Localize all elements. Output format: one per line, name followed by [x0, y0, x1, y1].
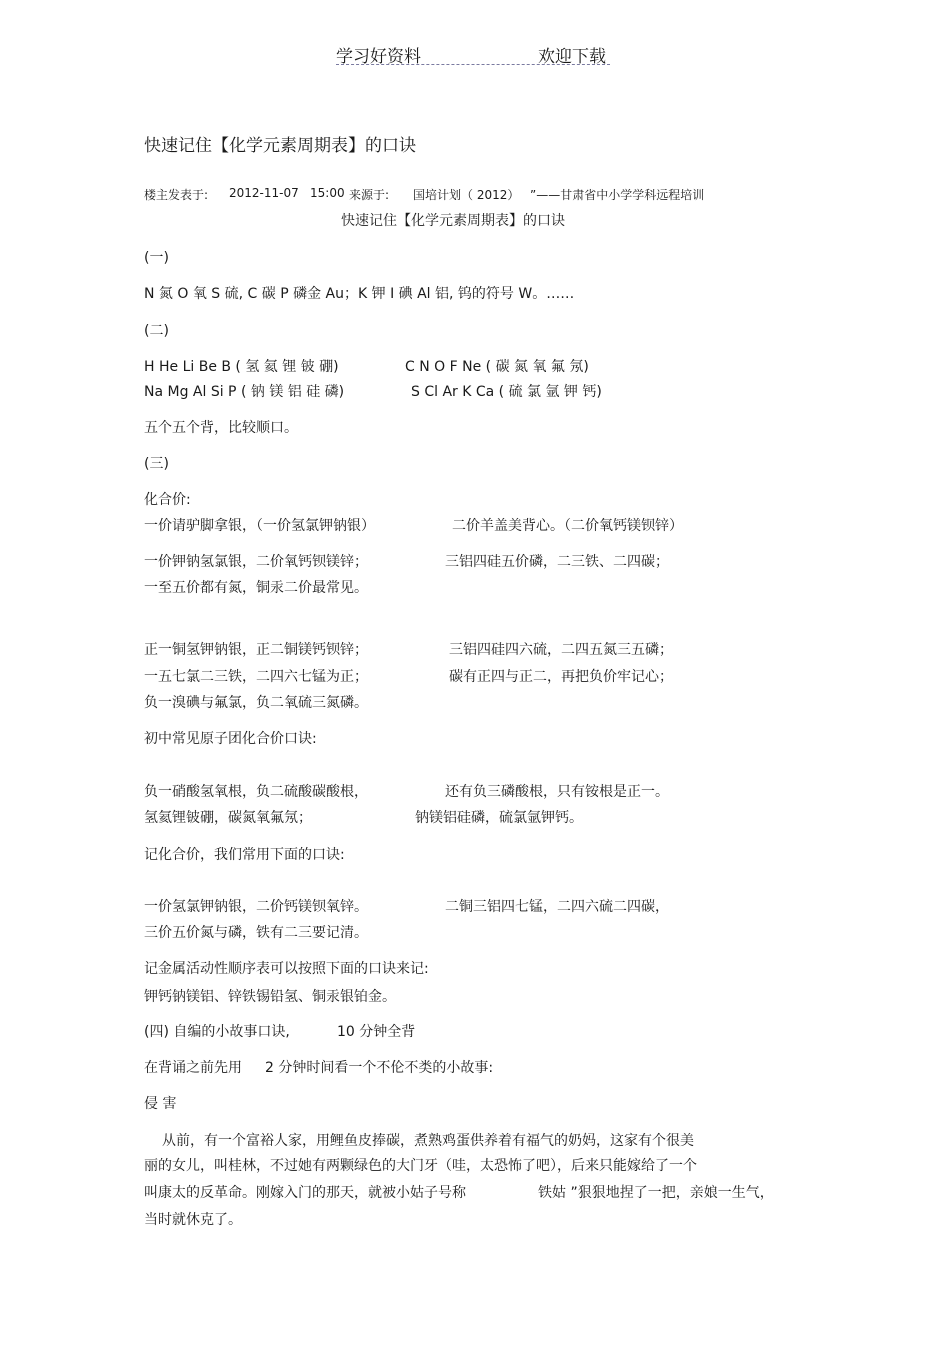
header-left: 学习好资料	[336, 47, 421, 67]
header-right: 欢迎下载	[538, 47, 606, 67]
valence-line-1b: 二价羊盖美背心。（二价氧钙镁钡锌）	[452, 518, 683, 534]
group-line-d: 钠镁铝硅磷，硫氯氩钾钙。	[415, 810, 583, 826]
metal-line: 钾钙钠镁铝、锌铁锡铅氢、铜汞银铂金。	[144, 989, 396, 1005]
memo-label: 记化合价，我们常用下面的口诀:	[144, 847, 345, 863]
group-label: 初中常见原子团化合价口诀:	[144, 731, 317, 747]
group-line-b: 还有负三磷酸根，只有铵根是正一。	[445, 784, 669, 800]
story-line-3b: 铁姑 ”狠狠地捏了一把，亲娘一生气，	[538, 1185, 774, 1201]
section-4-intro-a: 在背诵之前先用	[144, 1060, 242, 1076]
story-line-1: 从前，有一个富裕人家，用鲤鱼皮捧碳，煮熟鸡蛋供养着有福气的奶妈，这家有个很美	[162, 1133, 694, 1149]
group-line-a: 负一硝酸氢氧根，负二硫酸碳酸根，	[144, 784, 368, 800]
valence-line-2b: 三铝四硅五价磷，二三铁、二四碳；	[445, 554, 669, 570]
section-2-row1-b: C N O F Ne ( 碳 氮 氧 氟 氖)	[405, 359, 589, 375]
story-title: 侵 害	[144, 1096, 177, 1112]
section-4-heading: (四) 自编的小故事口诀,	[144, 1024, 290, 1040]
header-divider	[336, 64, 610, 65]
section-2-note: 五个五个背，比较顺口。	[144, 420, 298, 436]
subtitle: 快速记住【化学元素周期表】的口诀	[341, 213, 565, 229]
section-2-row2-b: S Cl Ar K Ca ( 硫 氯 氩 钾 钙)	[411, 384, 602, 400]
section-4-intro-b: 2 分钟时间看一个不伦不类的小故事:	[265, 1060, 494, 1076]
posted-label: 楼主发表于:	[144, 188, 209, 202]
source-name: 国培计划（ 2012）	[413, 188, 520, 202]
source-label: 来源于:	[349, 188, 390, 202]
valence-line-3c: 一五七氯二三铁，二四六七锰为正；	[144, 669, 368, 685]
valence-line-1a: 一价请驴脚拿银，（一价氢氯钾钠银）	[144, 518, 375, 534]
valence-label: 化合价:	[144, 492, 191, 508]
story-line-3a: 叫康太的反革命。刚嫁入门的那天，就被小姑子号称	[144, 1185, 466, 1201]
post-time: 15:00	[310, 186, 345, 200]
section-4-heading-b: 10 分钟全背	[337, 1024, 416, 1040]
valence-line-3a: 正一铜氢钾钠银，正二铜镁钙钡锌；	[144, 642, 368, 658]
story-line-4: 当时就休克了。	[144, 1212, 242, 1228]
metal-label: 记金属活动性顺序表可以按照下面的口诀来记:	[144, 961, 429, 977]
source-org: ”——甘肃省中小学学科远程培训	[530, 188, 705, 202]
valence-line-2c: 一至五价都有氮，铜汞二价最常见。	[144, 580, 368, 596]
post-date: 2012-11-07	[229, 186, 299, 200]
memo-line-a: 一价氢氯钾钠银，二价钙镁钡氧锌。	[144, 899, 368, 915]
page-title: 快速记住【化学元素周期表】的口诀	[144, 136, 416, 156]
group-line-c: 氢氦锂铍硼，碳氮氧氟氖；	[144, 810, 312, 826]
memo-line-b: 二铜三铝四七锰，二四六硫二四碳，	[445, 899, 669, 915]
valence-line-3d: 碳有正四与正二，再把负价牢记心；	[449, 669, 673, 685]
section-1-line: N 氮 O 氧 S 硫, C 碳 P 磷金 Au；K 钾 I 碘 Al 铝, 钨的符号 W。……	[144, 286, 575, 302]
section-2-heading: (二)	[144, 323, 169, 339]
story-line-2: 丽的女儿，叫桂林，不过她有两颗绿色的大门牙（哇，太恐怖了吧），后来只能嫁给了一个	[144, 1158, 697, 1174]
section-1-heading: (一)	[144, 250, 169, 266]
valence-line-3b: 三铝四硅四六硫，二四五氮三五磷；	[449, 642, 673, 658]
valence-line-3e: 负一溴碘与氟氯，负二氧硫三氮磷。	[144, 695, 368, 711]
valence-line-2a: 一价钾钠氢氯银，二价氧钙钡镁锌；	[144, 554, 368, 570]
section-3-heading: (三)	[144, 456, 169, 472]
section-2-row1-a: H He Li Be B ( 氢 氦 锂 铍 硼)	[144, 359, 339, 375]
memo-line-c: 三价五价氮与磷，铁有二三要记清。	[144, 925, 368, 941]
section-2-row2-a: Na Mg Al Si P ( 钠 镁 铝 硅 磷)	[144, 384, 345, 400]
